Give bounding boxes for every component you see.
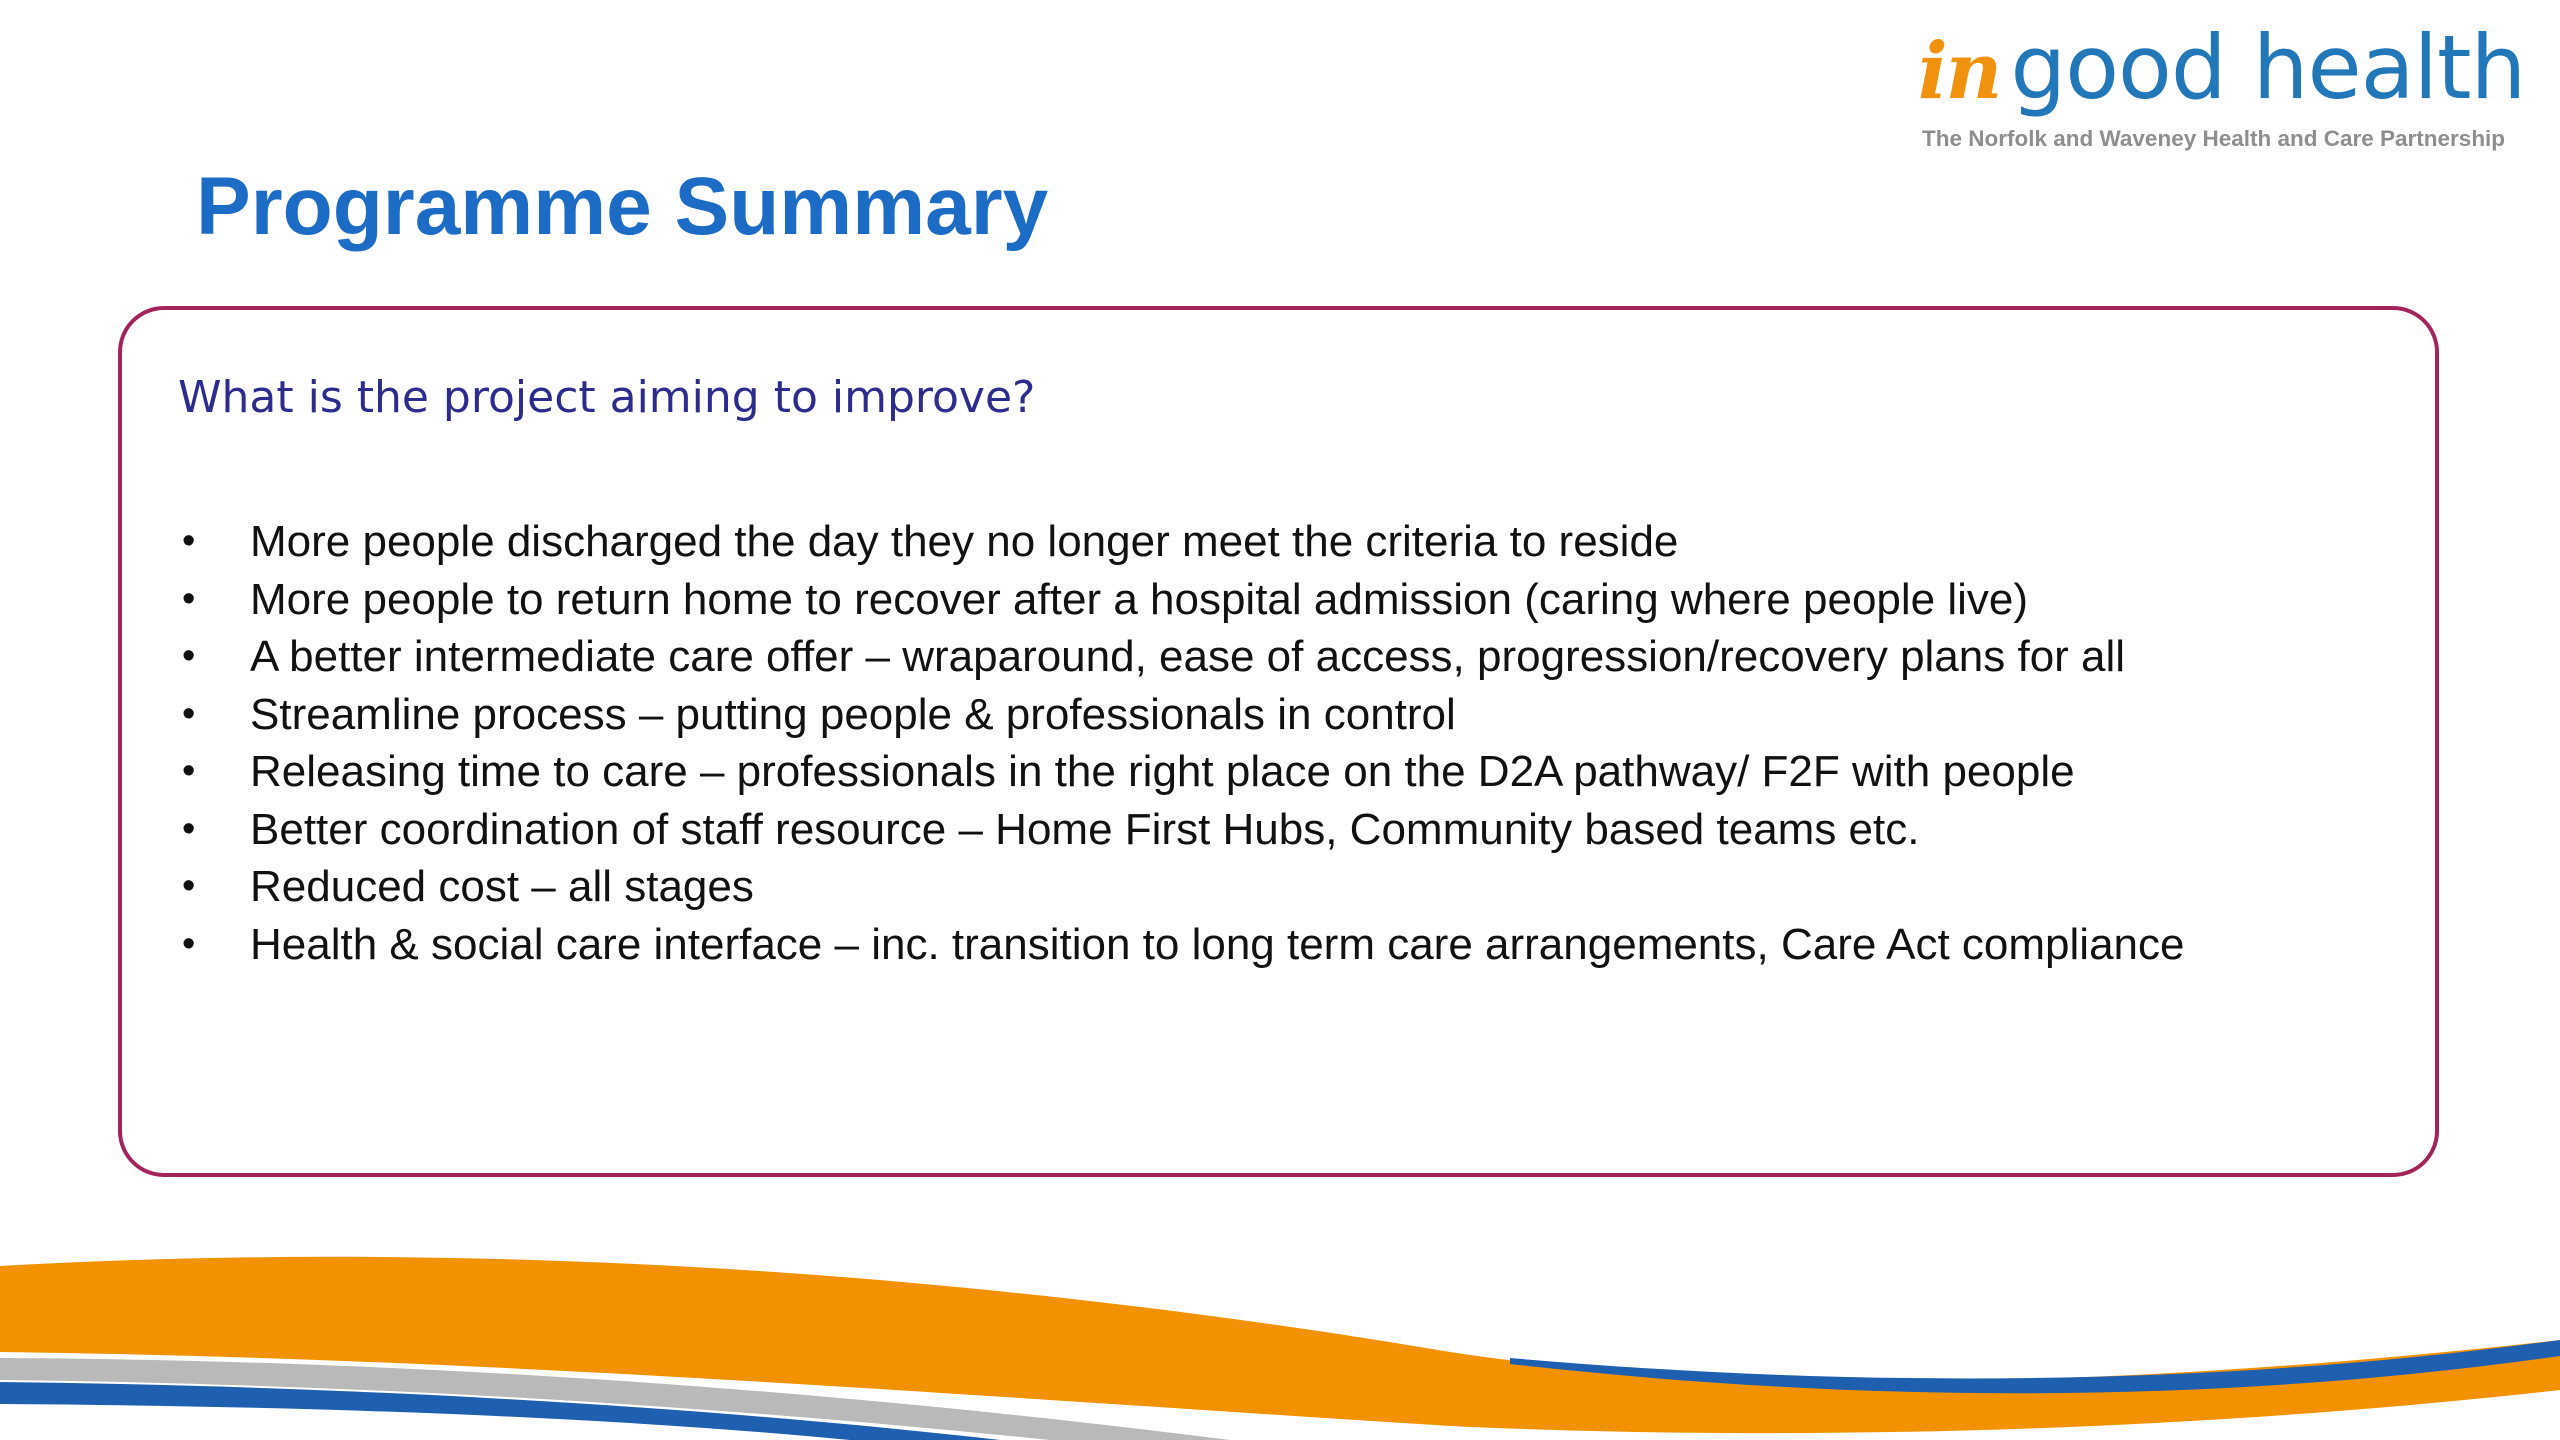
summary-panel	[118, 306, 2439, 1177]
bullet-text: Health & social care interface – inc. transition to long term care arrangements, Care Act compliance	[250, 919, 2185, 969]
panel-heading: What is the project aiming to improve?	[178, 372, 1036, 423]
bullet-text: Better coordination of staff resource – Home First Hubs, Community based teams etc.	[250, 804, 1920, 854]
in-good-health-logo	[1918, 16, 2530, 160]
footer-swoosh	[0, 1240, 2560, 1440]
logo-prefix: in	[1918, 26, 2001, 117]
bullet-icon: •	[182, 520, 196, 562]
bullet-item	[182, 858, 2184, 916]
bullet-icon: •	[182, 692, 196, 735]
bullet-item	[182, 686, 2184, 744]
bullet-item	[182, 916, 2184, 974]
bullet-text: A better intermediate care offer – wraparound, ease of access, progression/recovery plans for all	[250, 632, 2126, 681]
bullet-text: More people to return home to recover after a hospital admission (caring where people live)	[250, 574, 2029, 624]
bullet-text: Releasing time to care – professionals in the right place on the D2A pathway/ F2F with people	[250, 747, 2075, 796]
bullet-icon: •	[182, 922, 196, 965]
bullet-icon: •	[182, 807, 196, 850]
bullet-item	[182, 513, 2184, 571]
bullet-icon: •	[182, 865, 196, 907]
bullet-list	[182, 513, 2184, 973]
bullet-icon: •	[182, 577, 196, 620]
bullet-text: Streamline process – putting people & professionals in control	[250, 689, 1456, 739]
bullet-item	[182, 628, 2184, 686]
logo-name: good health	[2010, 16, 2526, 119]
bullet-item	[182, 743, 2184, 801]
page-title: Programme Summary	[196, 161, 1049, 252]
logo-tagline: The Norfolk and Waveney Health and Care Partnership	[1922, 126, 2506, 151]
bullet-icon: •	[182, 750, 196, 792]
bullet-item	[182, 801, 2184, 859]
logo-wordmark	[1918, 16, 2526, 119]
bullet-item	[182, 571, 2184, 629]
bullet-text: More people discharged the day they no longer meet the criteria to reside	[250, 517, 1679, 566]
bullet-icon: •	[182, 635, 196, 677]
bullet-text: Reduced cost – all stages	[250, 862, 754, 911]
